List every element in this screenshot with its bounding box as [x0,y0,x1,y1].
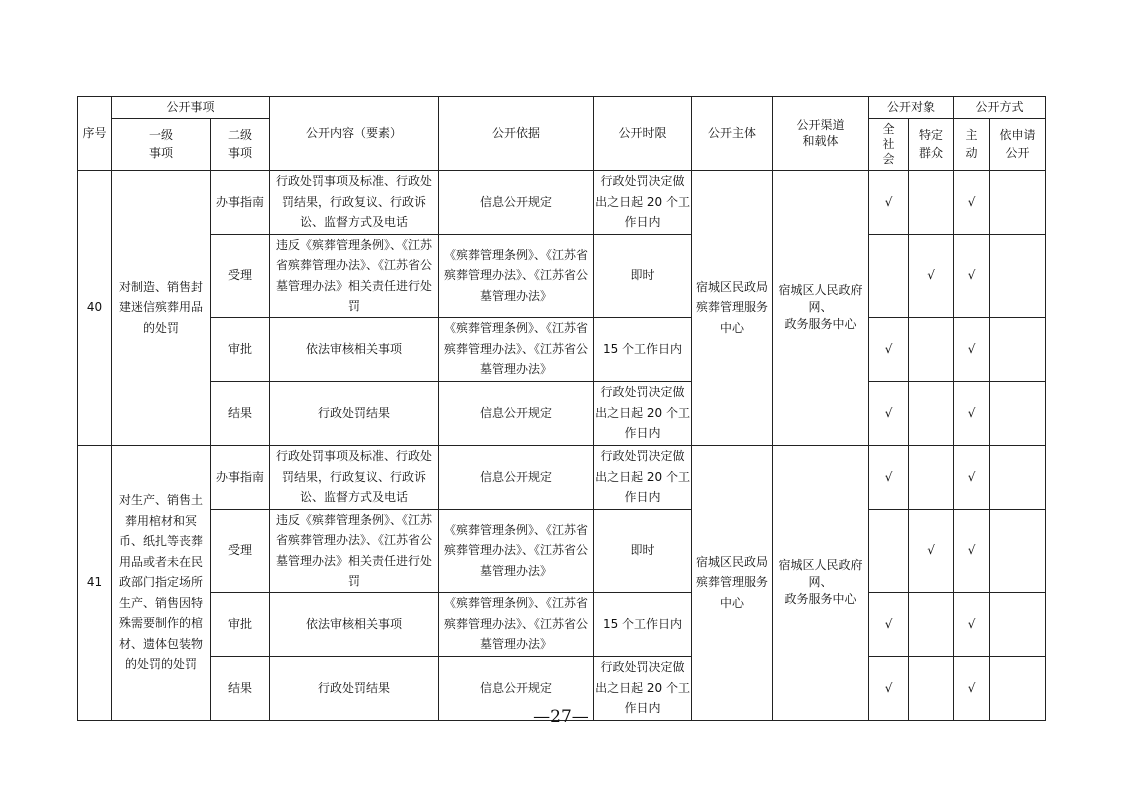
basis-cell: 信息公开规定 [439,656,594,720]
content-cell: 依法审核相关事项 [270,317,439,381]
level2-item: 办事指南 [211,445,270,509]
table-body [78,170,1046,720]
level2-item: 办事指南 [211,170,270,234]
content-cell: 依法审核相关事项 [270,592,439,656]
target-specific-mark [909,592,954,656]
basis-cell: 信息公开规定 [439,170,594,234]
header-target-specific: 特定 群众 [909,118,954,170]
header-subject: 公开主体 [692,97,773,171]
method-apply-mark [990,170,1046,234]
basis-cell: 《殡葬管理条例》、《江苏省殡葬管理办法》、《江苏省公墓管理办法》 [439,317,594,381]
method-apply-mark [990,509,1046,592]
target-all-mark: √ [869,170,909,234]
target-all-mark: √ [869,445,909,509]
header-method-active: 主 动 [954,118,990,170]
level1-item: 对制造、销售封建迷信殡葬用品的处罚 [112,170,211,445]
header-time-limit: 公开时限 [594,97,692,171]
method-apply-mark [990,317,1046,381]
level2-item: 结果 [211,656,270,720]
disclosure-table [77,96,1046,721]
content-cell: 行政处罚事项及标准、行政处罚结果，行政复议、行政诉讼、监督方式及电话 [270,445,439,509]
time-limit-cell: 行政处罚决定做出之日起 20 个工作日内 [594,381,692,445]
content-cell: 违反《殡葬管理条例》、《江苏省殡葬管理办法》、《江苏省公墓管理办法》相关责任进行处罚 [270,234,439,317]
target-specific-mark [909,445,954,509]
method-active-mark: √ [954,509,990,592]
time-limit-cell: 即时 [594,509,692,592]
level1-item: 对生产、销售土葬用棺材和冥币、纸扎等丧葬用品或者未在民政部门指定场所生产、销售因特殊需要制作的棺材、遗体包装物的处罚的处罚 [112,445,211,720]
content-cell: 行政处罚结果 [270,656,439,720]
method-apply-mark [990,592,1046,656]
page-number: —27— [533,707,589,727]
row-seq: 41 [78,445,112,720]
content-cell: 行政处罚事项及标准、行政处罚结果，行政复议、行政诉讼、监督方式及电话 [270,170,439,234]
method-apply-mark [990,445,1046,509]
time-limit-cell: 行政处罚决定做出之日起 20 个工作日内 [594,445,692,509]
header-item-group: 公开事项 [112,97,270,119]
target-specific-mark [909,170,954,234]
row-seq: 40 [78,170,112,445]
header-method-group: 公开方式 [954,97,1046,119]
target-all-mark [869,234,909,317]
table-row [78,234,1046,317]
header-basis: 公开依据 [439,97,594,171]
basis-cell: 《殡葬管理条例》、《江苏省殡葬管理办法》、《江苏省公墓管理办法》 [439,234,594,317]
basis-cell: 信息公开规定 [439,381,594,445]
target-all-mark: √ [869,317,909,381]
method-active-mark: √ [954,592,990,656]
target-all-mark [869,509,909,592]
target-all-mark: √ [869,656,909,720]
target-all-mark: √ [869,381,909,445]
method-active-mark: √ [954,656,990,720]
header-target-all: 全 社 会 [869,118,909,170]
target-specific-mark: √ [909,234,954,317]
time-limit-cell: 行政处罚决定做出之日起 20 个工作日内 [594,656,692,720]
table-row [78,509,1046,592]
time-limit-cell: 行政处罚决定做出之日起 20 个工作日内 [594,170,692,234]
table-row [78,445,1046,509]
table-row [78,381,1046,445]
level2-item: 结果 [211,381,270,445]
target-specific-mark: √ [909,509,954,592]
basis-cell: 《殡葬管理条例》、《江苏省殡葬管理办法》、《江苏省公墓管理办法》 [439,592,594,656]
method-active-mark: √ [954,445,990,509]
basis-cell: 信息公开规定 [439,445,594,509]
method-apply-mark [990,381,1046,445]
header-channel: 公开渠道 和载体 [773,97,869,171]
method-active-mark: √ [954,170,990,234]
target-specific-mark [909,381,954,445]
table-row [78,592,1046,656]
header-level1: 一级 事项 [112,118,211,170]
time-limit-cell: 15 个工作日内 [594,592,692,656]
target-all-mark: √ [869,592,909,656]
header-content: 公开内容（要素） [270,97,439,171]
method-active-mark: √ [954,381,990,445]
level2-item: 审批 [211,592,270,656]
header-seq: 序号 [78,97,112,171]
subject-cell: 宿城区民政局殡葬管理服务中心 [692,445,773,720]
level2-item: 审批 [211,317,270,381]
time-limit-cell: 15 个工作日内 [594,317,692,381]
method-active-mark: √ [954,317,990,381]
level2-item: 受理 [211,509,270,592]
target-specific-mark [909,317,954,381]
method-active-mark: √ [954,234,990,317]
channel-cell: 宿城区人民政府网、 政务服务中心 [773,445,869,720]
header-level2: 二级 事项 [211,118,270,170]
table-row [78,170,1046,234]
level2-item: 受理 [211,234,270,317]
basis-cell: 《殡葬管理条例》、《江苏省殡葬管理办法》、《江苏省公墓管理办法》 [439,509,594,592]
method-apply-mark [990,234,1046,317]
table-row [78,317,1046,381]
time-limit-cell: 即时 [594,234,692,317]
header-target-group: 公开对象 [869,97,954,119]
channel-cell: 宿城区人民政府网、 政务服务中心 [773,170,869,445]
header-method-apply: 依申请 公开 [990,118,1046,170]
content-cell: 违反《殡葬管理条例》、《江苏省殡葬管理办法》、《江苏省公墓管理办法》相关责任进行处罚 [270,509,439,592]
subject-cell: 宿城区民政局殡葬管理服务中心 [692,170,773,445]
content-cell: 行政处罚结果 [270,381,439,445]
